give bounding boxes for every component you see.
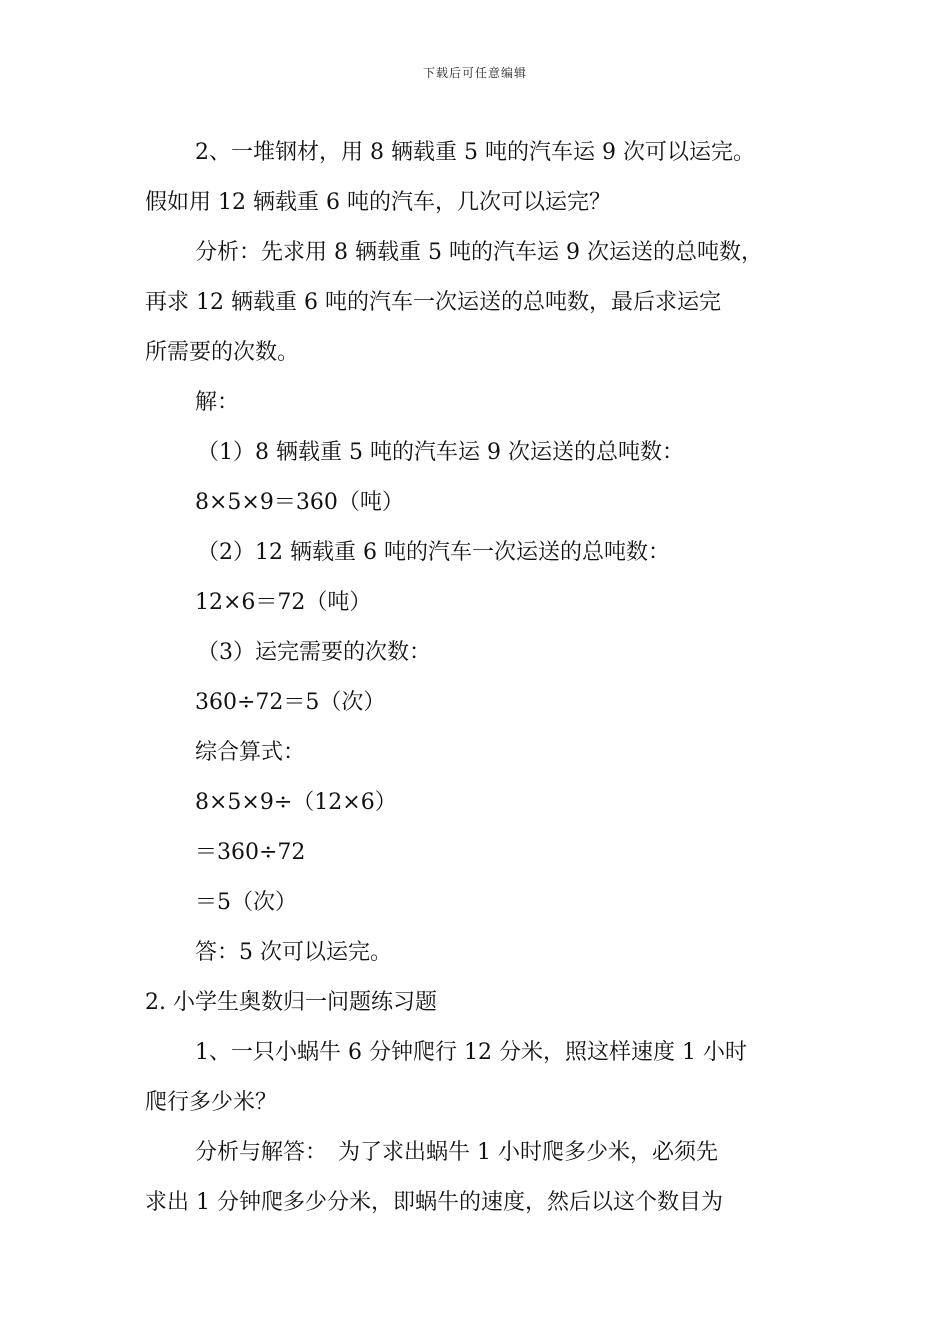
solution-label: 解： bbox=[195, 390, 240, 415]
exercise-1-analysis-line-1: 分析与解答： 为了求出蜗牛 1 小时爬多少米，必须先 bbox=[195, 1140, 718, 1165]
exercise-1-analysis-line-2: 求出 1 分钟爬多少分米，即蜗牛的速度，然后以这个数目为 bbox=[145, 1190, 723, 1215]
problem-2-line-2: 假如用 12 辆载重 6 吨的汽车，几次可以运完？ bbox=[145, 190, 611, 215]
combined-formula-line-2: ＝360÷72 bbox=[195, 840, 306, 865]
step-1-formula: 8×5×9＝360（吨） bbox=[195, 490, 404, 515]
analysis-line-2: 再求 12 辆载重 6 吨的汽车一次运送的总吨数，最后求运完 bbox=[145, 290, 721, 315]
combined-formula-line-3: ＝5（次） bbox=[195, 890, 297, 915]
answer-line: 答：5 次可以运完。 bbox=[195, 940, 392, 965]
problem-2-line-1: 2、一堆钢材，用 8 辆载重 5 吨的汽车运 9 次可以运完。 bbox=[195, 140, 755, 165]
combined-formula-label: 综合算式： bbox=[195, 740, 306, 765]
step-2-text: （2）12 辆载重 6 吨的汽车一次运送的总吨数： bbox=[197, 540, 670, 565]
analysis-line-1: 分析：先求用 8 辆载重 5 吨的汽车运 9 次运送的总吨数， bbox=[195, 240, 763, 265]
combined-formula-line-1: 8×5×9÷（12×6） bbox=[195, 790, 397, 815]
section-heading: 2. 小学生奥数归一问题练习题 bbox=[145, 990, 437, 1015]
exercise-1-line-1: 1、一只小蜗牛 6 分钟爬行 12 分米，照这样速度 1 小时 bbox=[195, 1040, 747, 1065]
step-3-text: （3）运完需要的次数： bbox=[197, 640, 431, 665]
step-3-formula: 360÷72＝5（次） bbox=[195, 690, 386, 715]
step-2-formula: 12×6＝72（吨） bbox=[195, 590, 372, 615]
analysis-line-3: 所需要的次数。 bbox=[145, 340, 300, 365]
document-body bbox=[145, 128, 825, 1228]
page-header: 下载后可任意编辑 bbox=[422, 66, 527, 80]
exercise-1-line-2: 爬行多少米？ bbox=[145, 1090, 278, 1115]
step-1-text: （1）8 辆载重 5 吨的汽车运 9 次运送的总吨数： bbox=[197, 440, 684, 465]
